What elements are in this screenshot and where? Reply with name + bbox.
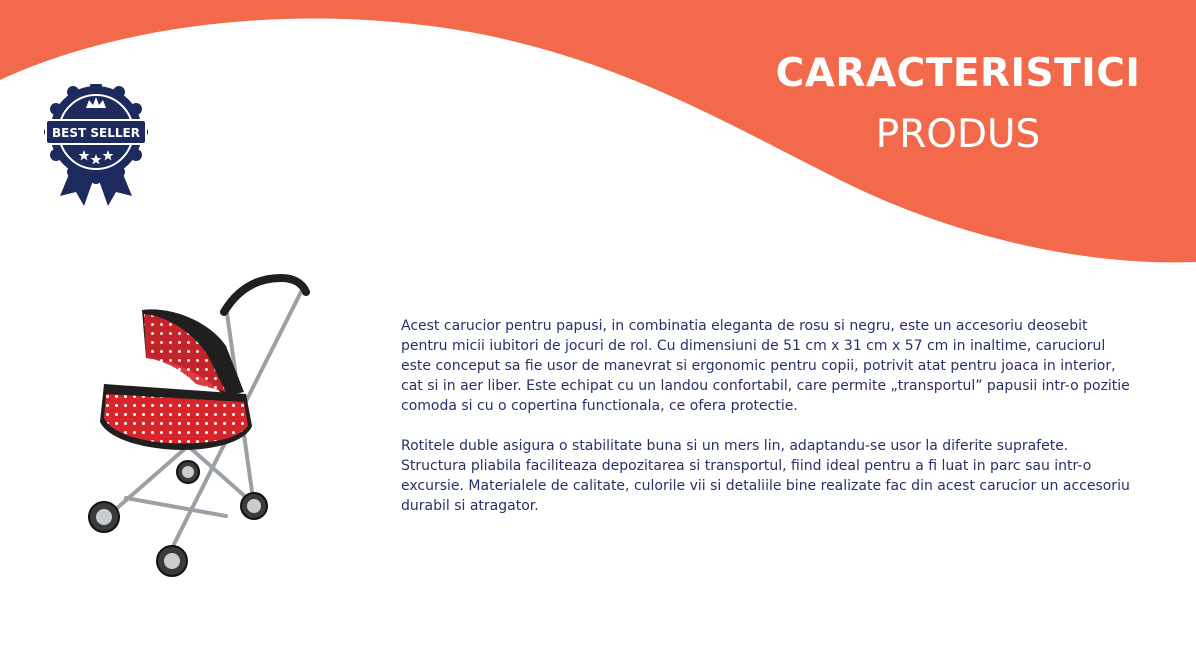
page-subtitle: PRODUS [875,112,1041,157]
page-title: CARACTERISTICI [775,51,1141,96]
doll-stroller-image [76,266,326,596]
section-title [760,50,1156,159]
description-paragraph: Rotitele duble asigura o stabilitate buna si un mers lin, adaptandu-se usor la diferite suprafete. Structura pliabila faciliteaza depozitarea si transportul, fiind ideal pentru a fi luat in parc sau intr-o excursie. Materialele de calitate, culorile vii si detaliile bine realizate fac din acest carucior un accesoriu durabil si atragator. [401,438,1130,514]
description-paragraph: Acest carucior pentru papusi, in combinatia eleganta de rosu si negru, este un accesoriu deosebit pentru micii iubitori de jocuri de rol. Cu dimensiuni de 51 cm x 31 cm x 57 cm in inaltime, caruciorul este conceput sa fie usor de manevrat si ergonomic pentru copii, potrivit atat pentru joaca in interior, cat si in aer liber. Este echipat cu un landou confortabil, care permite „transportul” papusii intr-o pozitie comoda si cu o copertina functionala, ce ofera protectie. [401,318,1130,414]
best-seller-badge [44,84,148,212]
product-description [401,316,1131,536]
badge-label: BEST SELLER [52,126,140,140]
